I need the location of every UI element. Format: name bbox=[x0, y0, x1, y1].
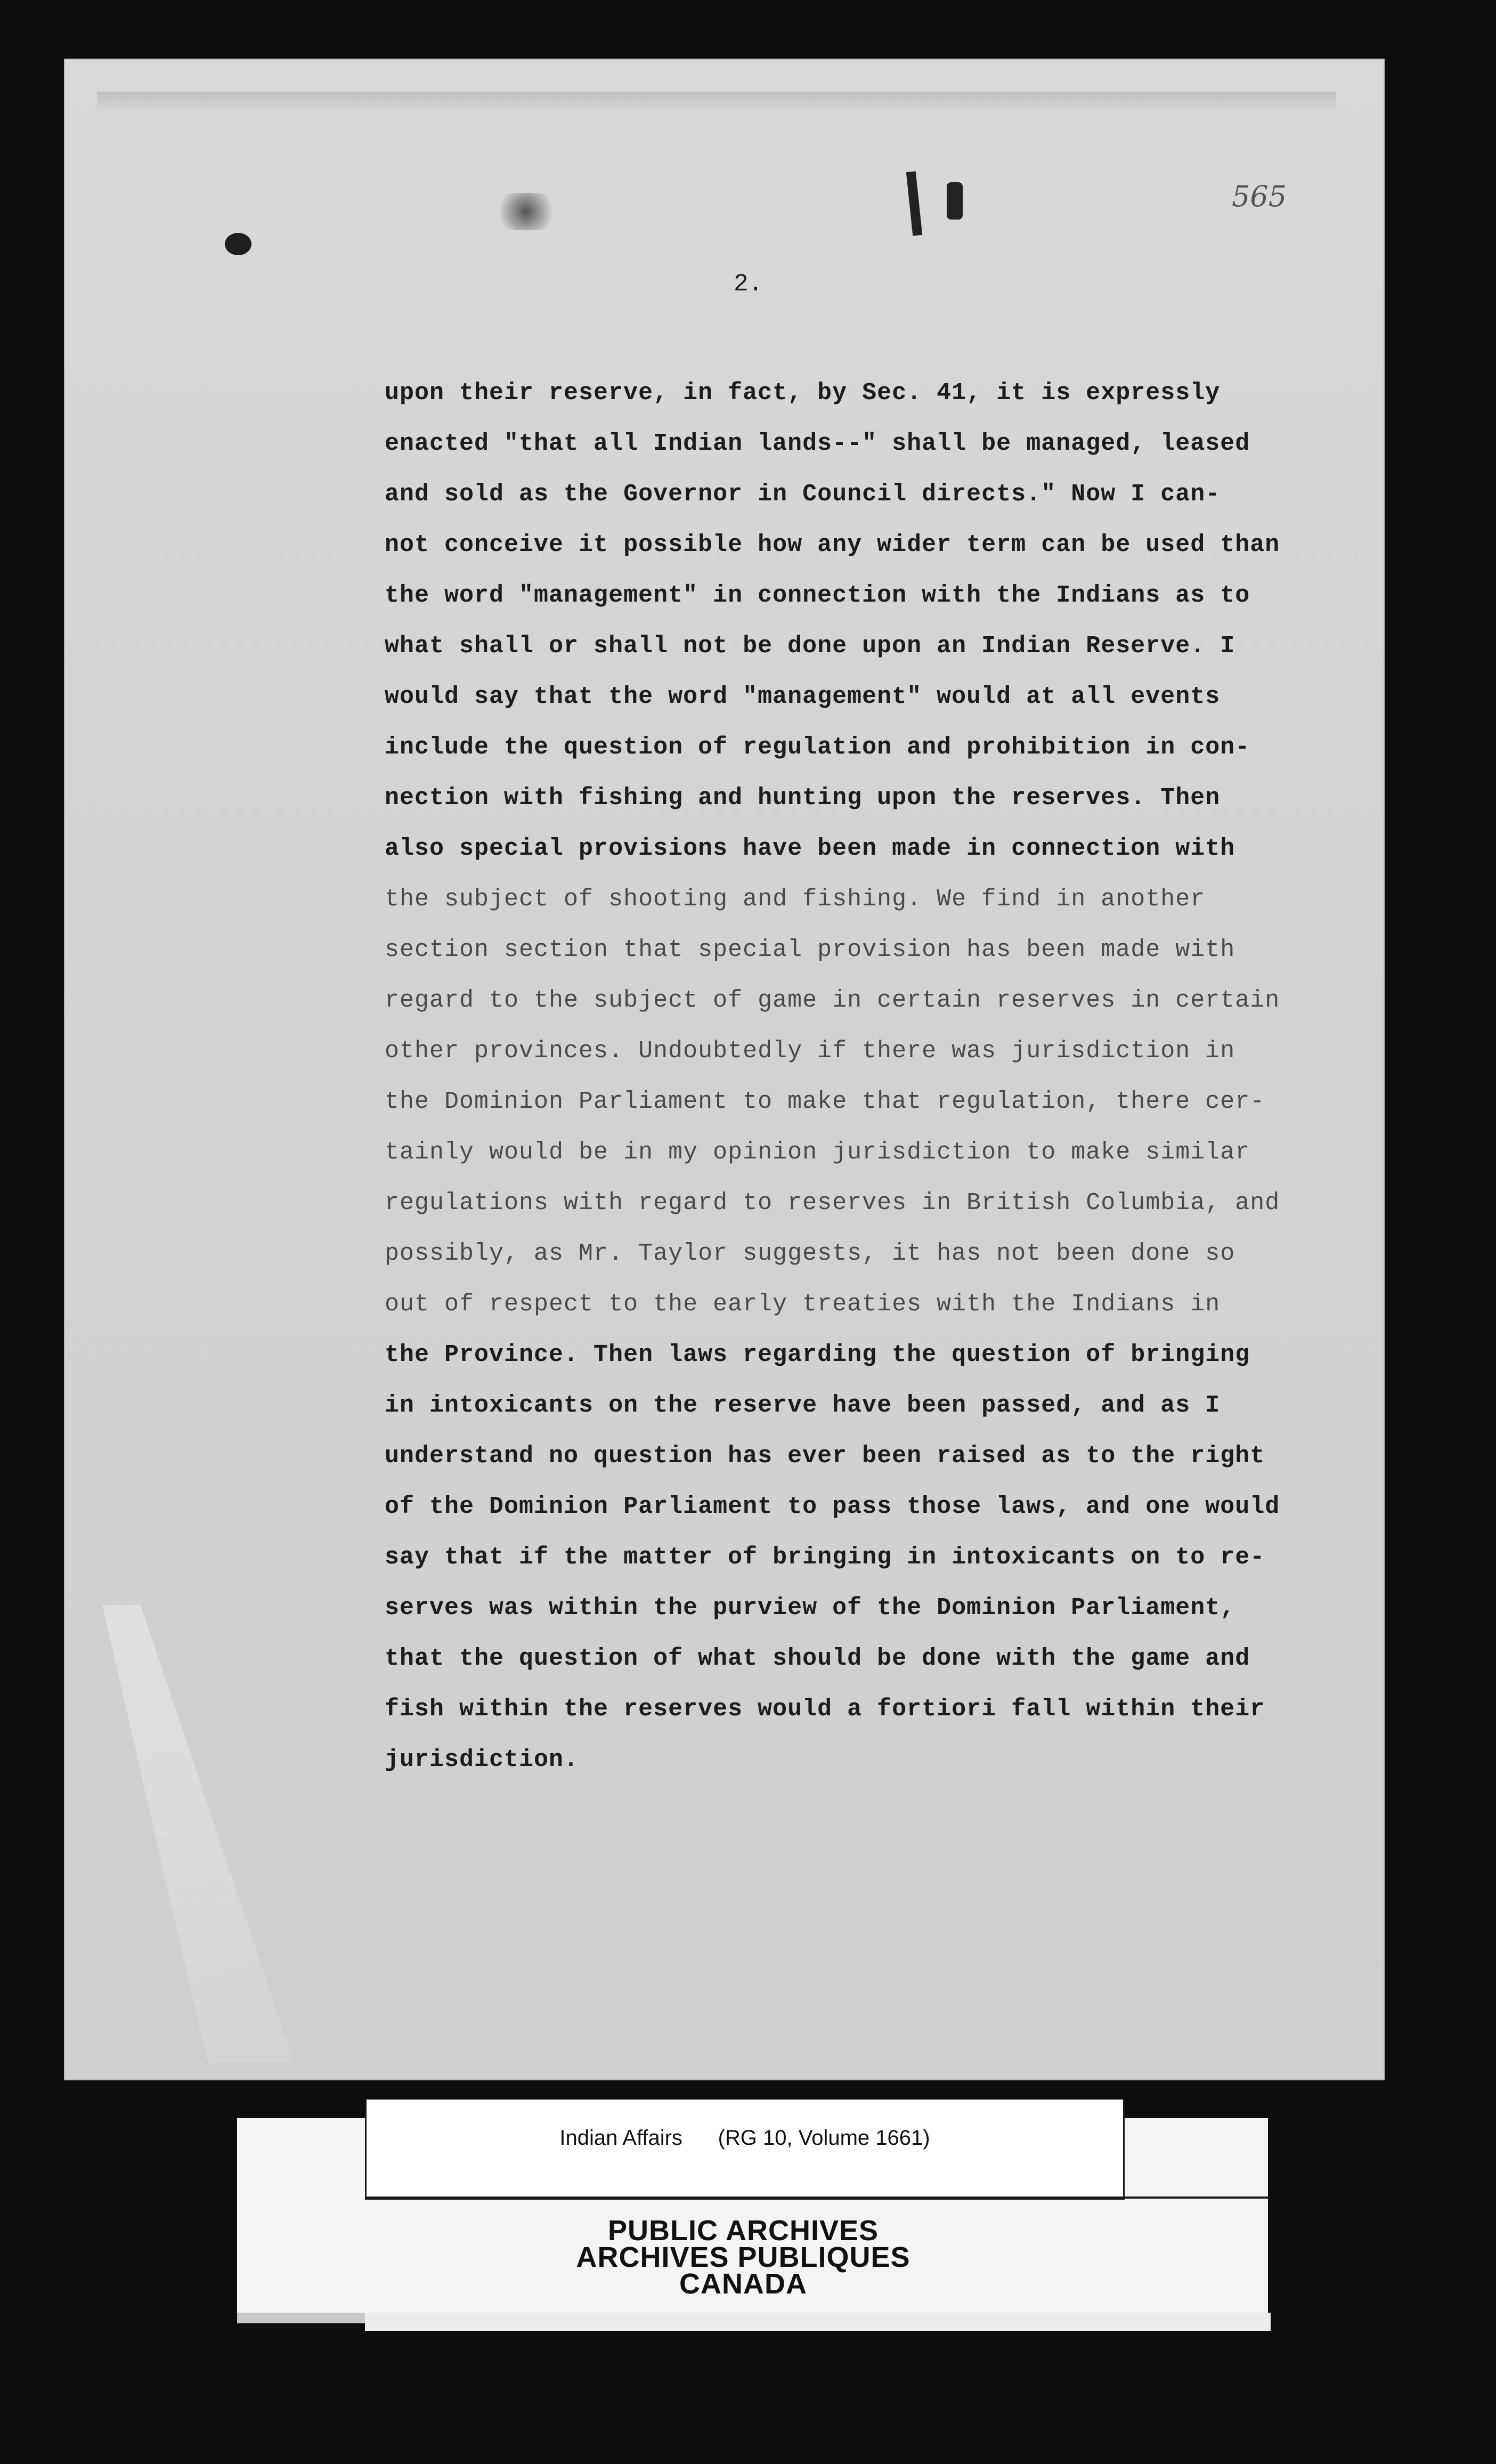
archive-name-french: ARCHIVES PUBLIQUES bbox=[576, 2241, 910, 2273]
text-line: the Dominion Parliament to make that regulation, there cer- bbox=[385, 1088, 1265, 1115]
text-line: regard to the subject of game in certain reserves in certain bbox=[385, 987, 1280, 1014]
text-line: jurisdiction. bbox=[385, 1746, 579, 1773]
label-tab bbox=[237, 2126, 349, 2195]
archive-reference-box bbox=[365, 2100, 1125, 2200]
text-line: that the question of what should be done with the game and bbox=[385, 1645, 1250, 1672]
paper-clip-mark bbox=[906, 171, 922, 236]
text-line: the subject of shooting and fishing. We find in another bbox=[385, 886, 1206, 913]
text-line: out of respect to the early treaties with the Indians in bbox=[385, 1291, 1221, 1318]
ink-blot bbox=[225, 233, 251, 255]
text-line: say that if the matter of bringing in intoxicants on to re- bbox=[385, 1544, 1265, 1571]
label-bottom-strip bbox=[365, 2313, 1271, 2331]
text-line: in intoxicants on the reserve have been passed, and as I bbox=[385, 1392, 1221, 1419]
text-line: enacted "that all Indian lands--" shall be managed, leased bbox=[385, 430, 1250, 457]
text-line: nection with fishing and hunting upon the reserves. Then bbox=[385, 784, 1221, 812]
text-line: tainly would be in my opinion jurisdiction to make similar bbox=[385, 1139, 1250, 1166]
typed-body-text bbox=[385, 368, 1354, 1785]
archive-reference: Indian Affairs (RG 10, Volume 1661) bbox=[559, 2126, 930, 2150]
text-line: would say that the word "management" would at all events bbox=[385, 683, 1221, 710]
document-page bbox=[65, 60, 1384, 2079]
text-line: not conceive it possible how any wider term can be used than bbox=[385, 531, 1280, 558]
text-line: possibly, as Mr. Taylor suggests, it has not been done so bbox=[385, 1240, 1235, 1267]
text-line: of the Dominion Parliament to pass those laws, and one would bbox=[385, 1493, 1280, 1520]
text-line: fish within the reserves would a fortiori fall within their bbox=[385, 1696, 1265, 1723]
ink-smudge bbox=[491, 193, 560, 230]
archive-name-english: PUBLIC ARCHIVES bbox=[607, 2215, 879, 2247]
text-line: what shall or shall not be done upon an Indian Reserve. I bbox=[385, 633, 1235, 660]
folio-number: 565 bbox=[1232, 180, 1287, 213]
page-number: 2. bbox=[734, 270, 763, 298]
text-line: serves was within the purview of the Dominion Parliament, bbox=[385, 1594, 1235, 1622]
text-line: the word "management" in connection with the Indians as to bbox=[385, 582, 1250, 609]
text-line: also special provisions have been made in connection with bbox=[385, 835, 1235, 862]
text-line: understand no question has ever been raised as to the right bbox=[385, 1442, 1265, 1470]
text-line: include the question of regulation and prohibition in con- bbox=[385, 734, 1250, 761]
label-divider bbox=[365, 2196, 1271, 2199]
text-line: other provinces. Undoubtedly if there was jurisdiction in bbox=[385, 1038, 1235, 1065]
text-line: regulations with regard to reserves in British Columbia, and bbox=[385, 1189, 1280, 1217]
text-line: upon their reserve, in fact, by Sec. 41, it is expressly bbox=[385, 379, 1221, 407]
paper-clip-mark bbox=[947, 182, 963, 220]
text-line: and sold as the Governor in Council directs." Now I can- bbox=[385, 481, 1221, 508]
text-line: the Province. Then laws regarding the question of bringing bbox=[385, 1341, 1250, 1368]
text-line: section section that special provision has been made with bbox=[385, 936, 1235, 963]
archive-country: CANADA bbox=[679, 2268, 807, 2300]
